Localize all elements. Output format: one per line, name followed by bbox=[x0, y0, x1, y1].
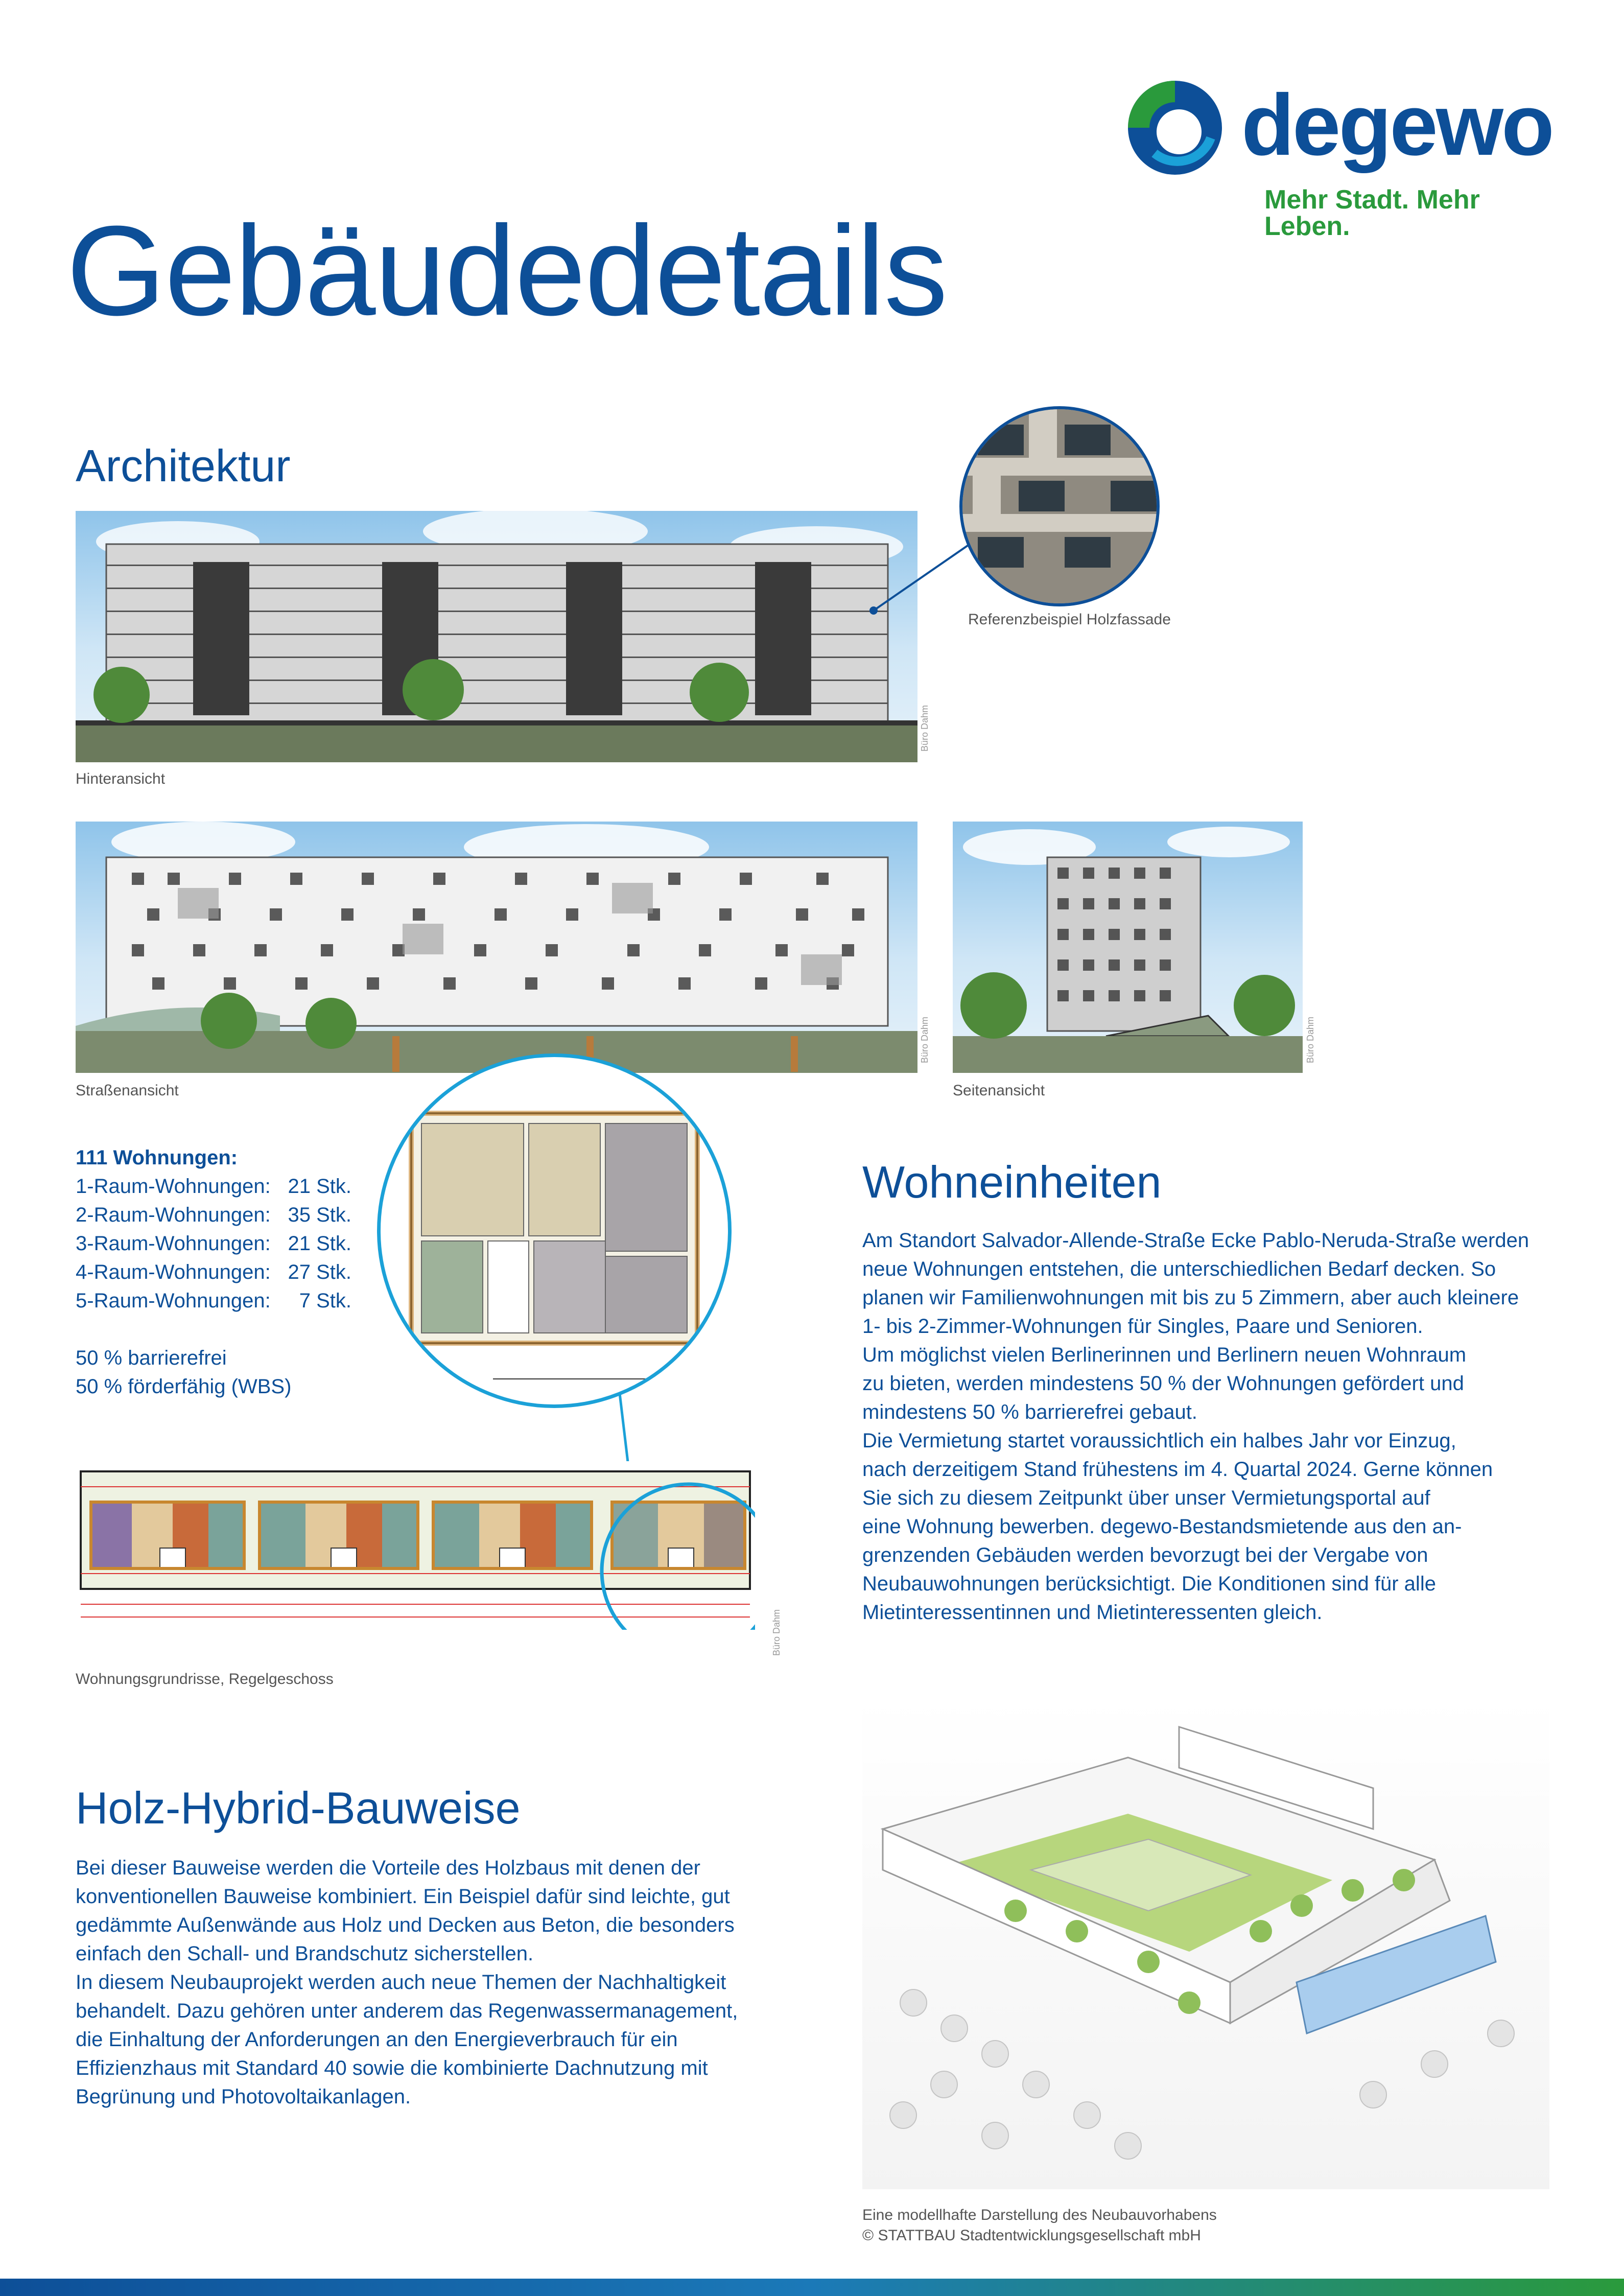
residential-units-heading: Wohneinheiten bbox=[862, 1157, 1162, 1207]
text-line: behandelt. Dazu gehören unter anderem das Regenwassermanagement, bbox=[76, 2000, 738, 2022]
side-view-caption: Seitenansicht bbox=[953, 1082, 1045, 1099]
street-view-credit: Bürо Dahm bbox=[920, 1017, 930, 1064]
units-row-label: 4-Raum-Wohnungen: bbox=[76, 1261, 271, 1283]
text-line: In diesem Neubauprojekt werden auch neue Themen der Nachhaltigkeit bbox=[76, 1971, 726, 1994]
units-row bbox=[76, 1172, 362, 1201]
reference-caption: Referenzbeispiel Holzfassade bbox=[968, 611, 1171, 628]
street-view-caption: Straßenansicht bbox=[76, 1082, 179, 1099]
subsidized-share: 50 % förderfähig (WBS) bbox=[76, 1375, 292, 1398]
text-line: mindestens 50 % barrierefrei gebaut. bbox=[862, 1401, 1197, 1423]
side-facade-drawing bbox=[953, 822, 1303, 1073]
units-row-count: 21 Stk. bbox=[288, 1175, 351, 1198]
model-caption-line: Eine modellhafte Darstellung des Neubauvorhabens bbox=[862, 2207, 1217, 2223]
rear-view-image bbox=[76, 511, 917, 762]
wood-facade-reference-image bbox=[959, 406, 1160, 606]
text-line: Am Standort Salvador-Allende-Straße Ecke Pablo-Neruda-Straße werden bbox=[862, 1229, 1529, 1252]
text-line: eine Wohnung bewerben. degewo-Bestandsmietende aus den an- bbox=[862, 1515, 1462, 1538]
architecture-heading: Architektur bbox=[76, 440, 291, 491]
floor-plan-caption: Wohnungsgrundrisse, Regelgeschoss bbox=[76, 1671, 334, 1688]
text-line: Neubauwohnungen berücksichtigt. Die Konditionen sind für alle bbox=[862, 1573, 1436, 1595]
floor-plan-credit: Bürо Dahm bbox=[771, 1609, 782, 1656]
side-view-credit: Bürо Dahm bbox=[1305, 1017, 1315, 1064]
page-title: Gebäudedetails bbox=[66, 199, 947, 342]
units-row-count: 7 Stk. bbox=[299, 1290, 351, 1312]
degewo-logo-mark-icon bbox=[1124, 77, 1226, 179]
hybrid-text bbox=[76, 1854, 791, 2111]
text-line: konventionellen Bauweise kombiniert. Ein Beispiel dafür sind leichte, gut bbox=[76, 1885, 730, 1908]
text-line: gedämmte Außenwände aus Holz und Decken aus Beton, die besonders bbox=[76, 1914, 735, 1936]
text-line: nach derzeitigem Stand frühestens im 4. Quartal 2024. Gerne können bbox=[862, 1458, 1493, 1481]
rear-view-caption: Hinteransicht bbox=[76, 770, 166, 787]
model-caption bbox=[862, 2205, 1217, 2246]
text-line: Sie sich zu diesem Zeitpunkt über unser Vermietungsportal auf bbox=[862, 1487, 1430, 1509]
text-line: Um möglichst vielen Berlinerinnen und Berlinern neuen Wohnraum bbox=[862, 1344, 1467, 1366]
street-facade-drawing bbox=[76, 822, 917, 1073]
units-summary bbox=[76, 1143, 362, 1401]
side-view-image bbox=[953, 822, 1303, 1073]
barrier-free-share: 50 % barrierefrei bbox=[76, 1347, 227, 1369]
footer-color-bar bbox=[0, 2279, 1624, 2296]
hybrid-heading: Holz-Hybrid-Bauweise bbox=[76, 1783, 521, 1833]
units-row-label: 2-Raum-Wohnungen: bbox=[76, 1204, 271, 1226]
text-line: planen wir Familienwohnungen mit bis zu 5 Zimmern, aber auch kleinere bbox=[862, 1286, 1519, 1309]
brand-name: degewo bbox=[1241, 77, 1552, 174]
text-line: 1- bis 2-Zimmer-Wohnungen für Singles, Paare und Senioren. bbox=[862, 1315, 1423, 1338]
units-row-count: 35 Stk. bbox=[288, 1204, 351, 1226]
units-row bbox=[76, 1286, 362, 1315]
units-row bbox=[76, 1229, 362, 1258]
rear-facade-drawing bbox=[76, 511, 917, 762]
text-line: zu bieten, werden mindestens 50 % der Wohnungen gefördert und bbox=[862, 1372, 1464, 1395]
floor-plan-image bbox=[76, 1461, 755, 1630]
text-line: Mietinteressentinnen und Mietinteressenten gleich. bbox=[862, 1601, 1323, 1624]
text-line: neue Wohnungen entstehen, die unterschiedlichen Bedarf decken. So bbox=[862, 1258, 1496, 1280]
degewo-logo bbox=[1124, 77, 1553, 241]
rear-view-credit: Bürо Dahm bbox=[920, 705, 930, 752]
units-row-label: 1-Raum-Wohnungen: bbox=[76, 1175, 271, 1198]
units-row-count: 21 Stk. bbox=[288, 1232, 351, 1255]
text-line: Bei dieser Bauweise werden die Vorteile des Holzbaus mit denen der bbox=[76, 1857, 700, 1879]
units-row-count: 27 Stk. bbox=[288, 1261, 351, 1283]
units-row bbox=[76, 1201, 362, 1229]
text-line: die Einhaltung der Anforderungen an den Energieverbrauch für ein bbox=[76, 2028, 678, 2051]
text-line: Die Vermietung startet voraussichtlich ein halbes Jahr vor Einzug, bbox=[862, 1430, 1456, 1452]
units-heading: 111 Wohnungen: bbox=[76, 1146, 238, 1169]
model-render-image bbox=[862, 1696, 1549, 2189]
brand-claim: Mehr Stadt. Mehr Leben. bbox=[1264, 185, 1480, 241]
model-copyright-line: © STATTBAU Stadtentwicklungsgesellschaft mbH bbox=[862, 2227, 1201, 2244]
units-row-label: 3-Raum-Wohnungen: bbox=[76, 1232, 271, 1255]
text-line: grenzenden Gebäuden werden bevorzugt bei der Vergabe von bbox=[862, 1544, 1428, 1566]
street-view-image bbox=[76, 822, 917, 1073]
units-row-label: 5-Raum-Wohnungen: bbox=[76, 1290, 271, 1312]
floor-plan-detail-image bbox=[377, 1053, 732, 1408]
text-line: einfach den Schall- und Brandschutz sicherstellen. bbox=[76, 1942, 534, 1965]
units-row bbox=[76, 1258, 362, 1286]
residential-units-text bbox=[862, 1226, 1578, 1627]
text-line: Begrünung und Photovoltaikanlagen. bbox=[76, 2086, 411, 2108]
text-line: Effizienzhaus mit Standard 40 sowie die kombinierte Dachnutzung mit bbox=[76, 2057, 708, 2079]
